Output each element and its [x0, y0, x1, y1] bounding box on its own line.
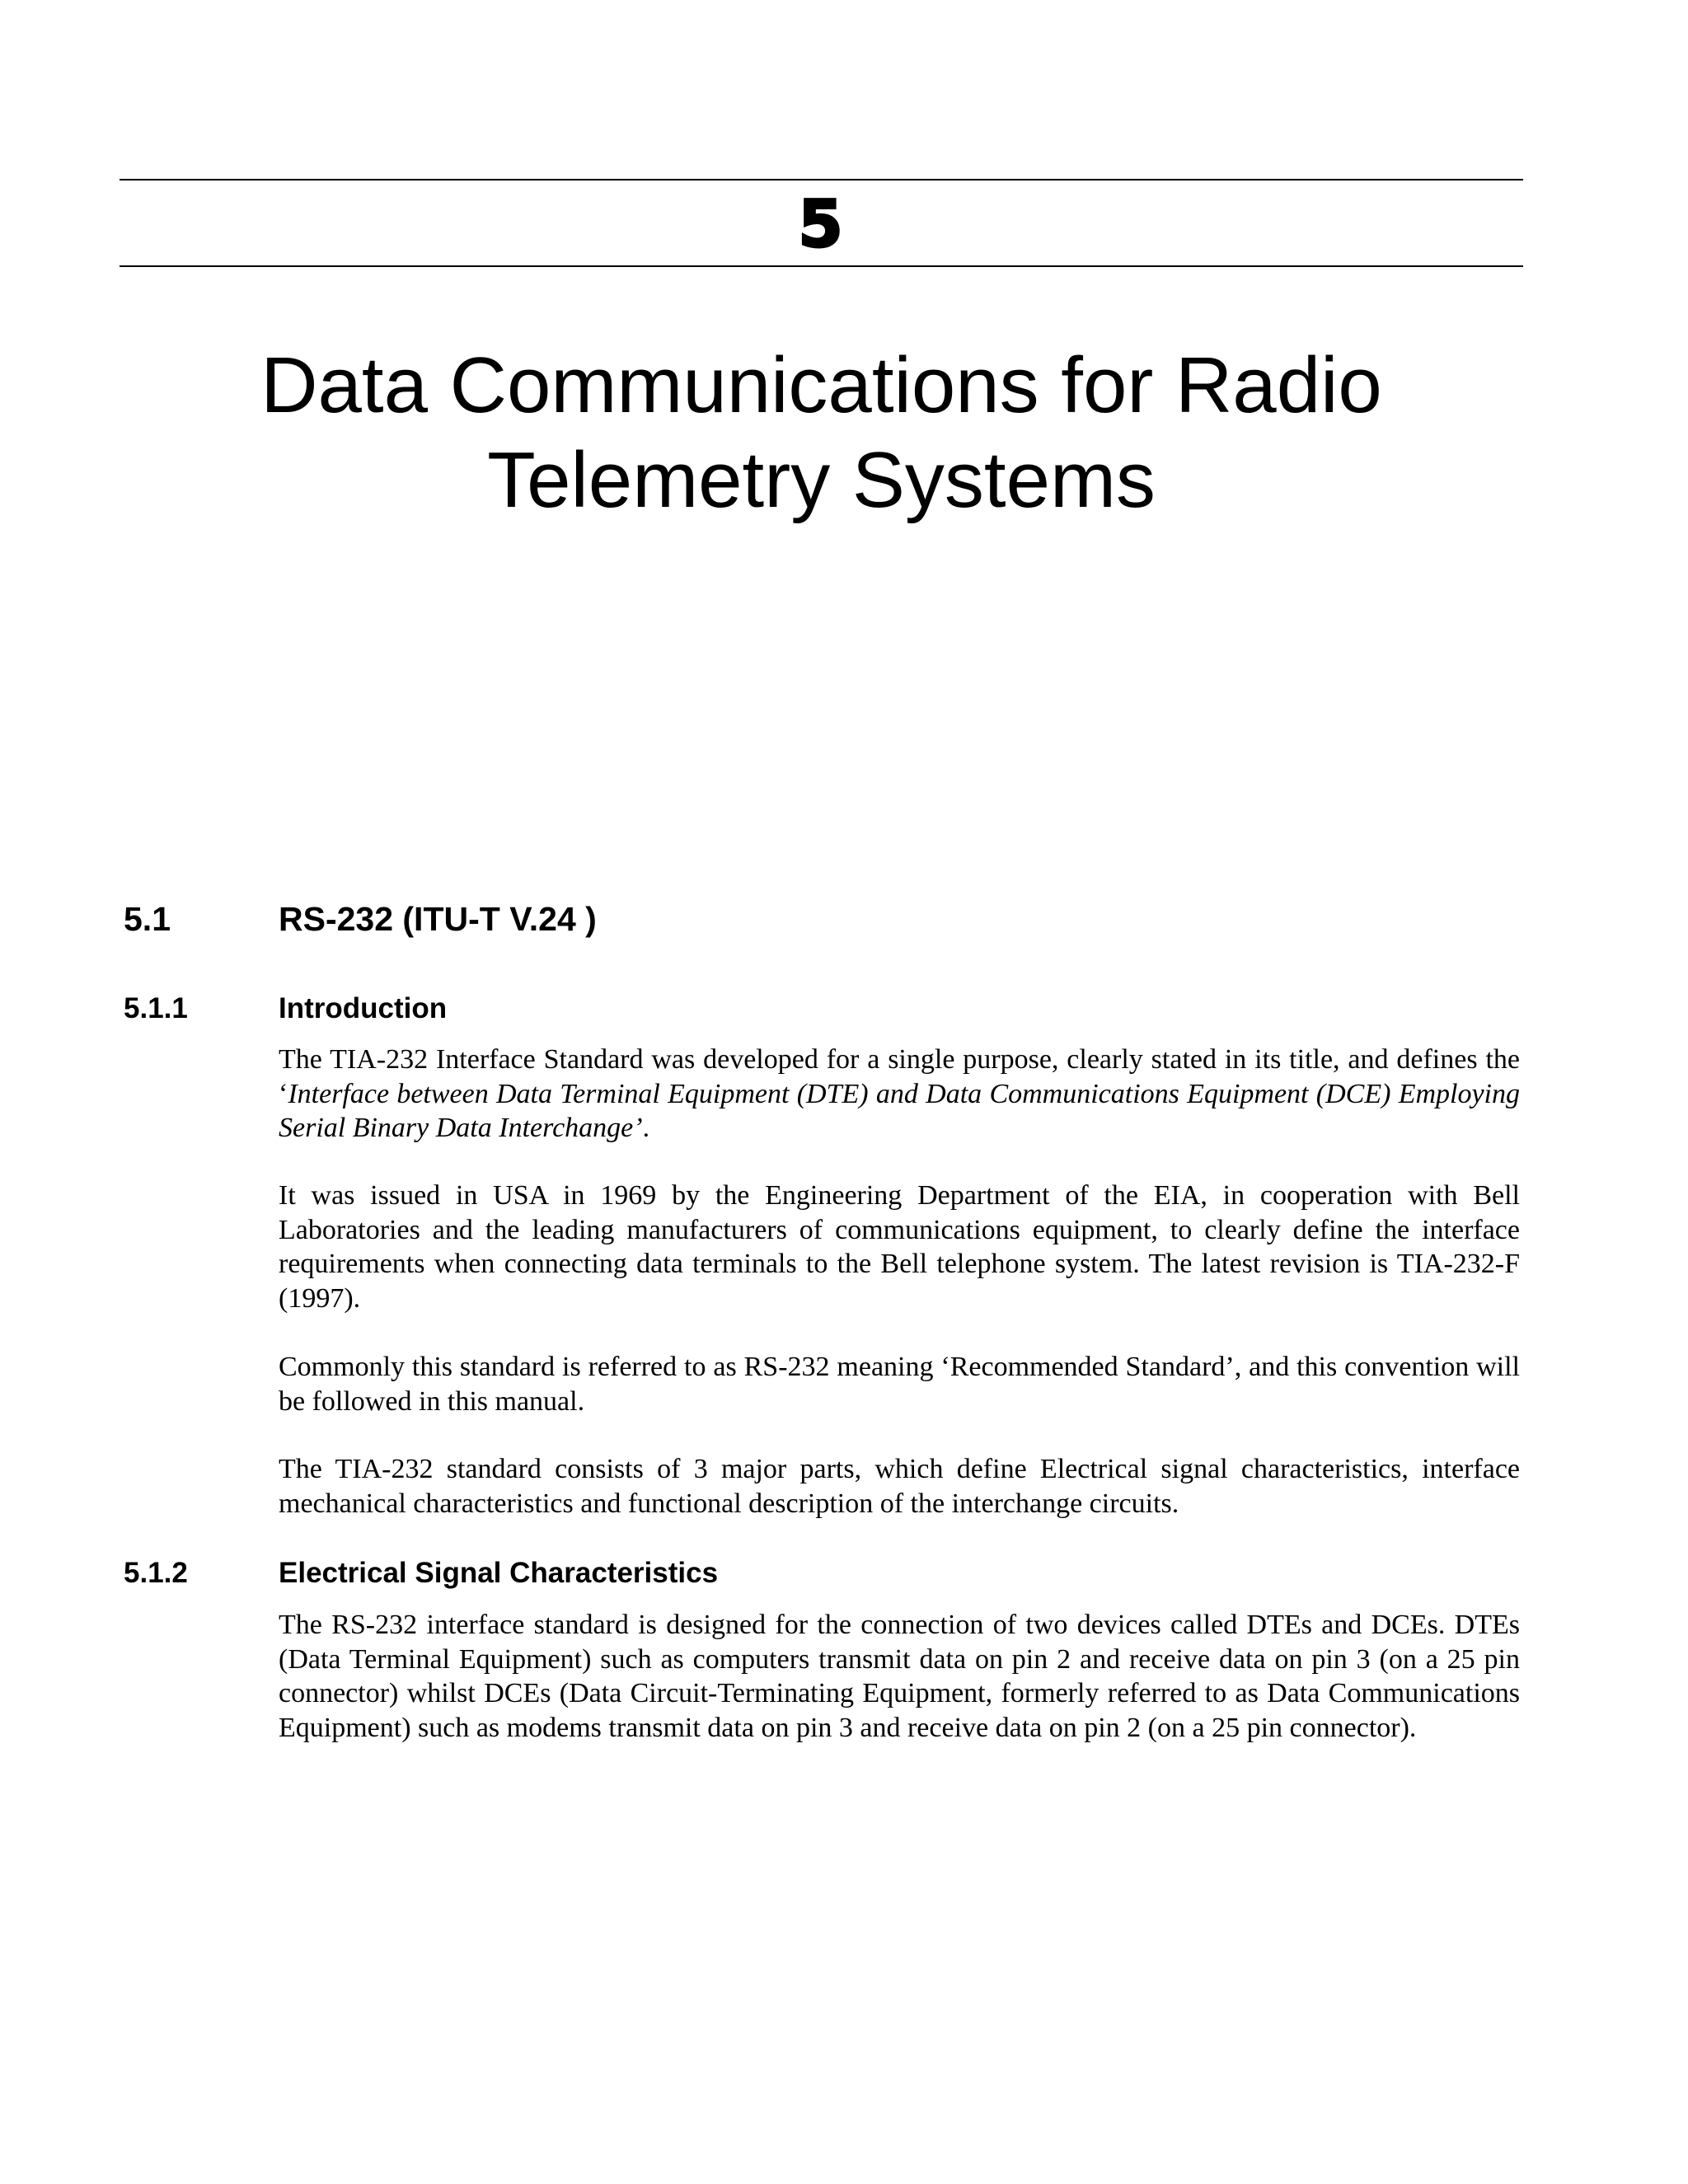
subsection-heading-introduction	[124, 991, 1525, 1026]
chapter-number: 5	[798, 188, 845, 262]
subsection-number: 5.1.2	[124, 1557, 188, 1589]
paragraph-introduction-1	[279, 1043, 1520, 1146]
paragraph-italic-title: Interface between Data Terminal Equipment (DTE) and Data Communications Equipment (DCE) Employing Serial Binary Data Interchange’	[279, 1078, 1520, 1143]
chapter-top-rule	[120, 179, 1523, 180]
paragraph-introduction-2: It was issued in USA in 1969 by the Engineering Department of the EIA, in cooperation with Bell Laboratories and the leading manufacturers of communications equipment, to clearly define the interface requirements when connecting data terminals to the Bell telephone system. The latest revision is TIA-232-F (1997).	[279, 1180, 1520, 1314]
chapter-title	[0, 338, 1643, 527]
section-title: RS-232 (ITU-T V.24 )	[279, 900, 597, 938]
paragraph-text-end: .	[642, 1113, 650, 1143]
paragraph-introduction-4: The TIA-232 standard consists of 3 major parts, which define Electrical signal characteristics, interface mechanical characteristics and functional description of the interchange circuits.	[279, 1454, 1520, 1519]
subsection-heading-electrical	[124, 1556, 1525, 1591]
subsection-title: Introduction	[279, 992, 448, 1024]
paragraph-text: The TIA-232 Interface Standard was developed for a single purpose, clearly stated in its title, and defines the ‘	[279, 1044, 1520, 1109]
chapter-title-line-1: Data Communications for Radio	[260, 341, 1382, 429]
chapter-title-line-2: Telemetry Systems	[487, 436, 1156, 524]
subsection-title: Electrical Signal Characteristics	[279, 1557, 719, 1589]
paragraph-introduction-3: Commonly this standard is referred to as RS-232 meaning ‘Recommended Standard’, and this convention will be followed in this manual.	[279, 1352, 1520, 1417]
chapter-bottom-rule	[120, 265, 1523, 267]
paragraph-electrical-1: The RS-232 interface standard is designed for the connection of two devices called DTEs and DCEs. DTEs (Data Terminal Equipment) such as computers transmit data on pin 2 and receive data on pin 3 (on a 25 pin connector) whilst DCEs (Data Circuit-Terminating Equipment, formerly referred to as Data Communications Equipment) such as modems transmit data on pin 3 and receive data on pin 2 (on a 25 pin connector).	[279, 1610, 1520, 1743]
subsection-number: 5.1.1	[124, 992, 188, 1024]
section-number: 5.1	[124, 900, 171, 938]
